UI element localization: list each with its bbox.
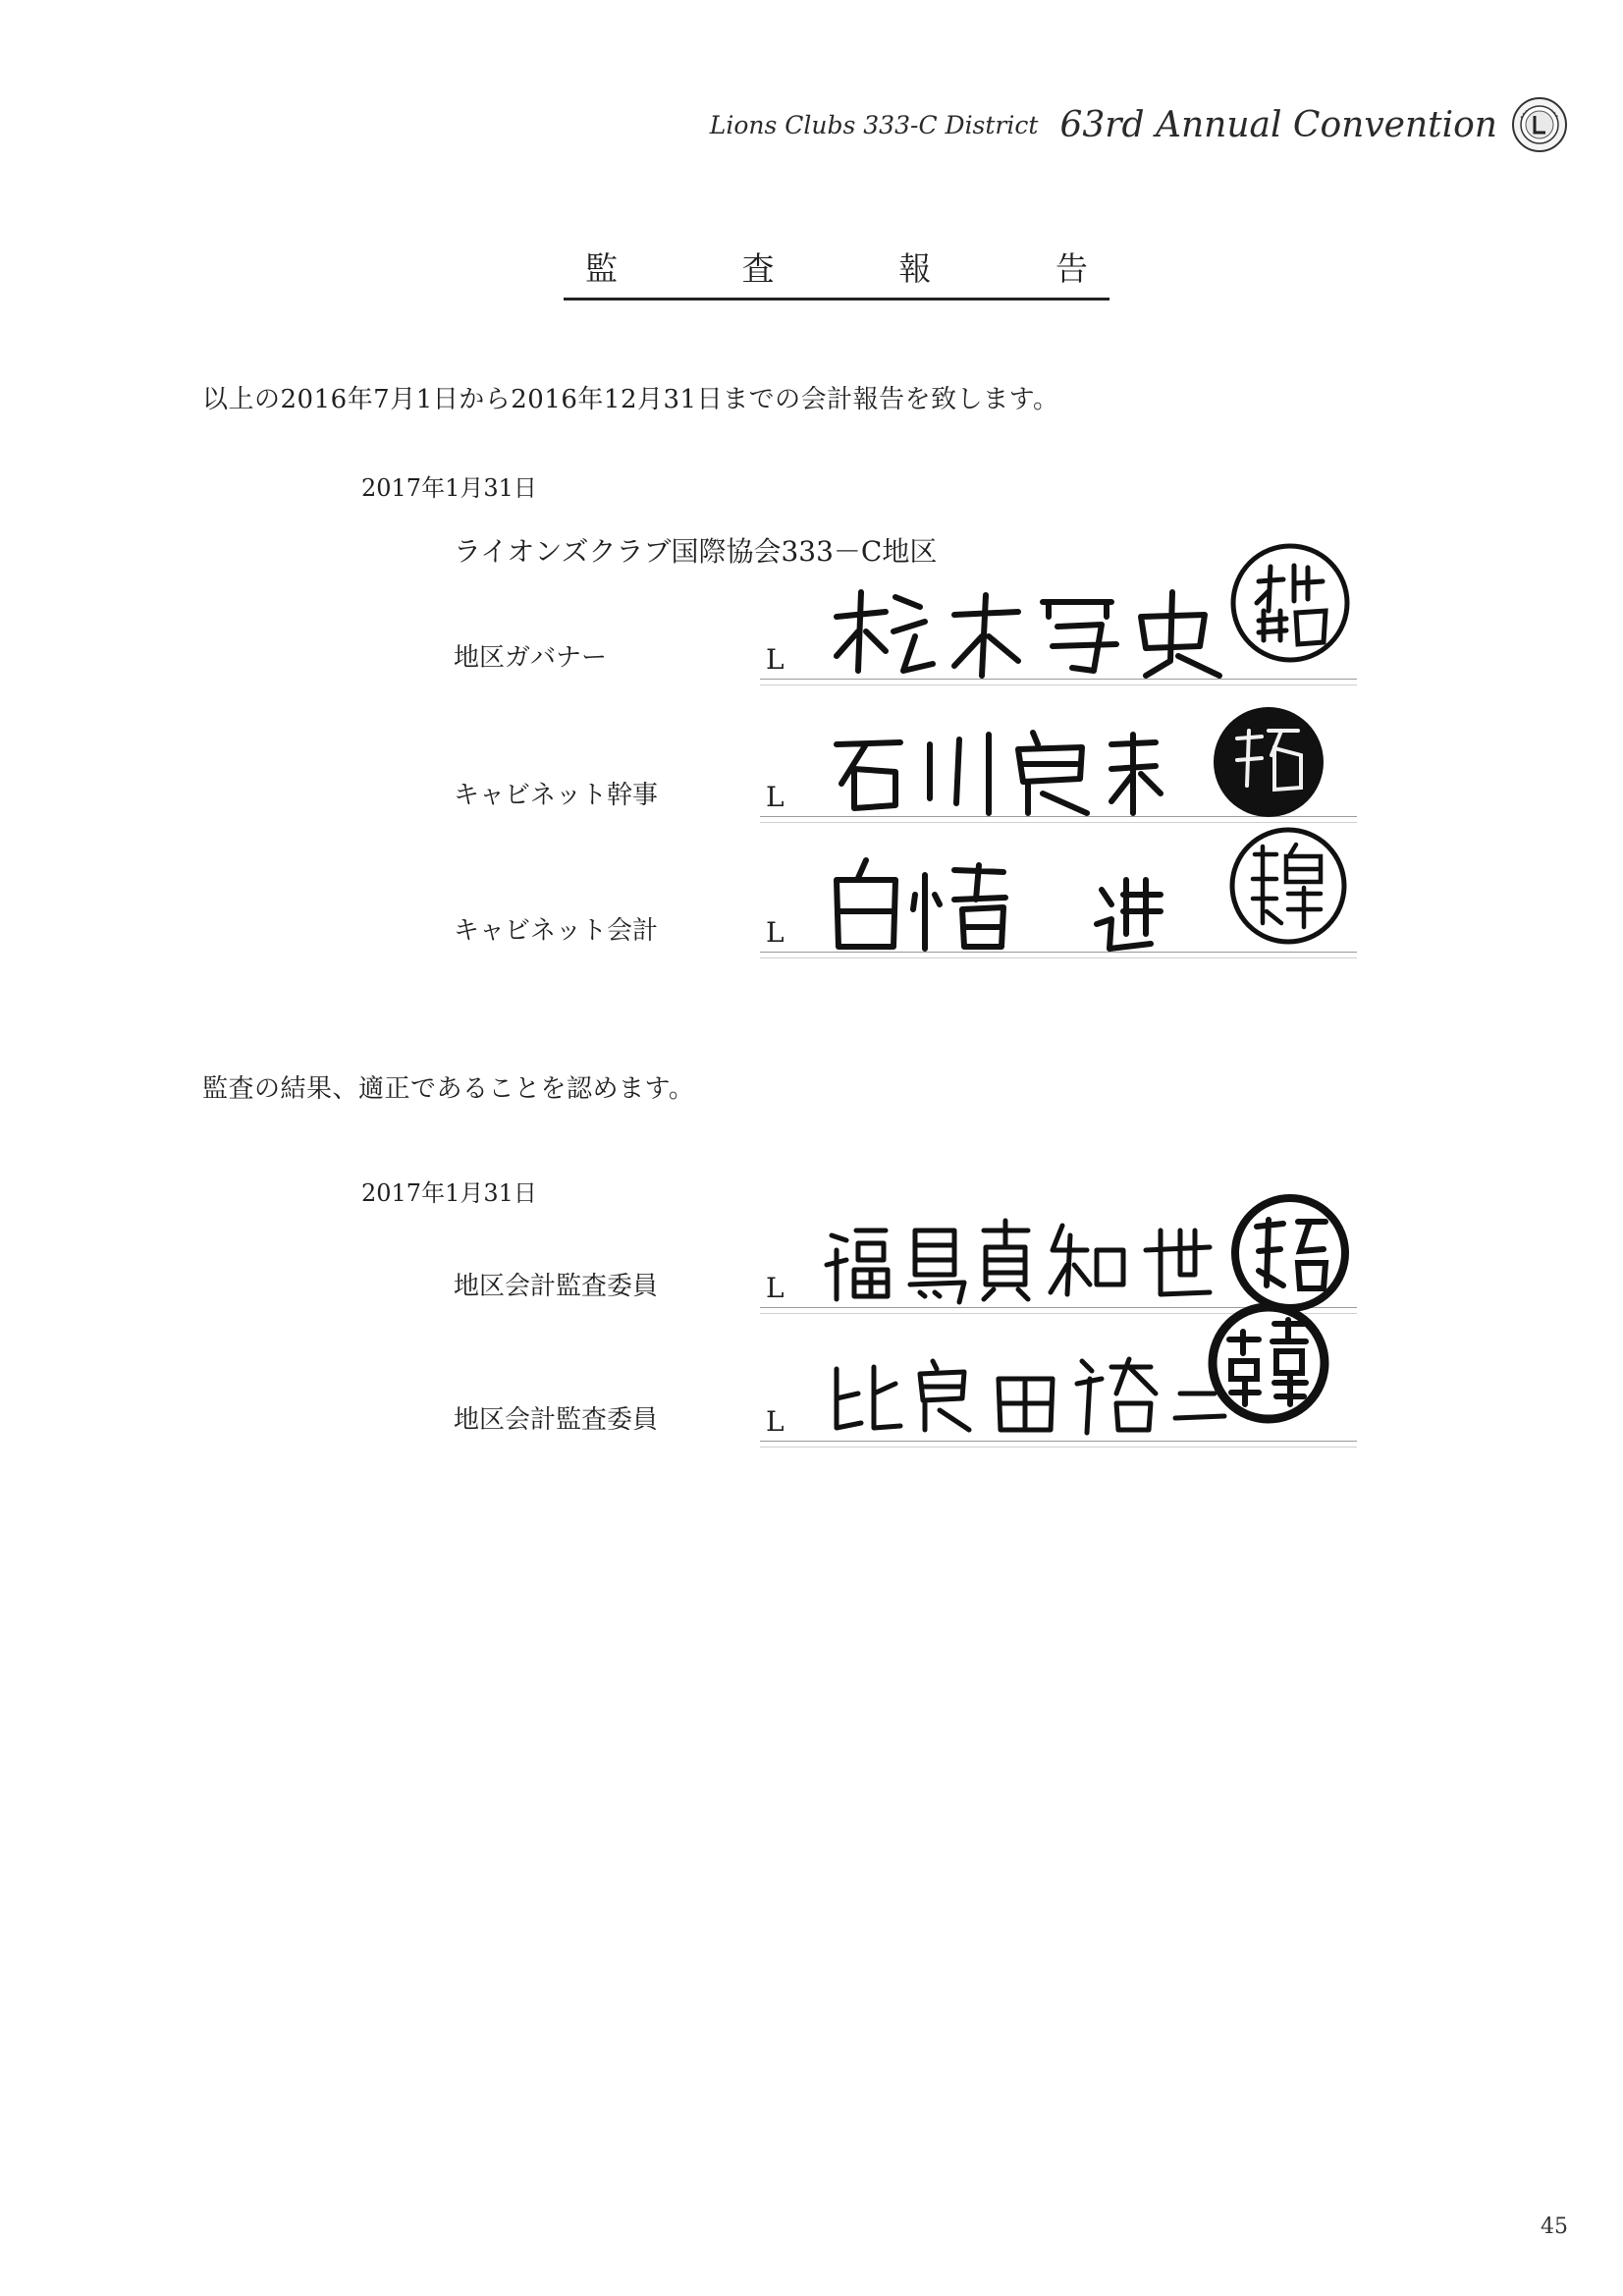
header-org: Lions Clubs 333-C District [709, 110, 1039, 139]
title-char: 監 [585, 249, 618, 288]
lion-prefix: L [766, 643, 784, 676]
lion-prefix: L [766, 781, 784, 813]
officer-role: キャビネット幹事 [454, 781, 659, 810]
personal-seal [1208, 701, 1329, 823]
personal-seal [1229, 542, 1351, 664]
report-intro: 以上の2016年7月1日から2016年12月31日までの会計報告を致します。 [202, 385, 1059, 414]
lions-emblem-icon [1511, 96, 1568, 153]
header-event: 63rd Annual Convention [1059, 104, 1497, 145]
handwritten-signature [817, 577, 1239, 685]
personal-seal [1227, 825, 1349, 947]
signature-row-secretary [454, 748, 1357, 817]
page-number: 45 [1541, 2214, 1568, 2239]
title-char: 報 [898, 249, 932, 288]
audit-statement: 監査の結果、適正であることを認めます。 [202, 1074, 695, 1104]
personal-seal [1208, 1302, 1329, 1424]
handwritten-signature [817, 715, 1239, 823]
audit-date: 2017年1月31日 [361, 1179, 537, 1207]
lion-prefix: L [766, 1272, 784, 1304]
officer-role: キャビネット会計 [454, 916, 659, 946]
title-char: 告 [1055, 249, 1088, 288]
signature-row-auditor-2 [454, 1373, 1357, 1442]
document-header [710, 96, 1568, 153]
signature-row-auditor-1 [454, 1239, 1357, 1308]
auditor-role: 地区会計監査委員 [454, 1272, 659, 1301]
signature-row-treasurer [454, 884, 1357, 953]
title-char: 査 [741, 249, 775, 288]
organization-name: ライオンズクラブ国際協会333－C地区 [454, 535, 938, 568]
signature-row-governor [454, 611, 1357, 680]
officer-role: 地区ガバナー [454, 643, 608, 673]
lion-prefix: L [766, 916, 784, 949]
handwritten-signature [817, 1339, 1239, 1448]
report-date: 2017年1月31日 [361, 474, 537, 502]
lion-prefix: L [766, 1405, 784, 1438]
auditor-role: 地区会計監査委員 [454, 1405, 659, 1435]
handwritten-signature [817, 850, 1239, 958]
page-title [564, 244, 1109, 301]
personal-seal [1229, 1192, 1351, 1314]
handwritten-signature [817, 1206, 1239, 1314]
